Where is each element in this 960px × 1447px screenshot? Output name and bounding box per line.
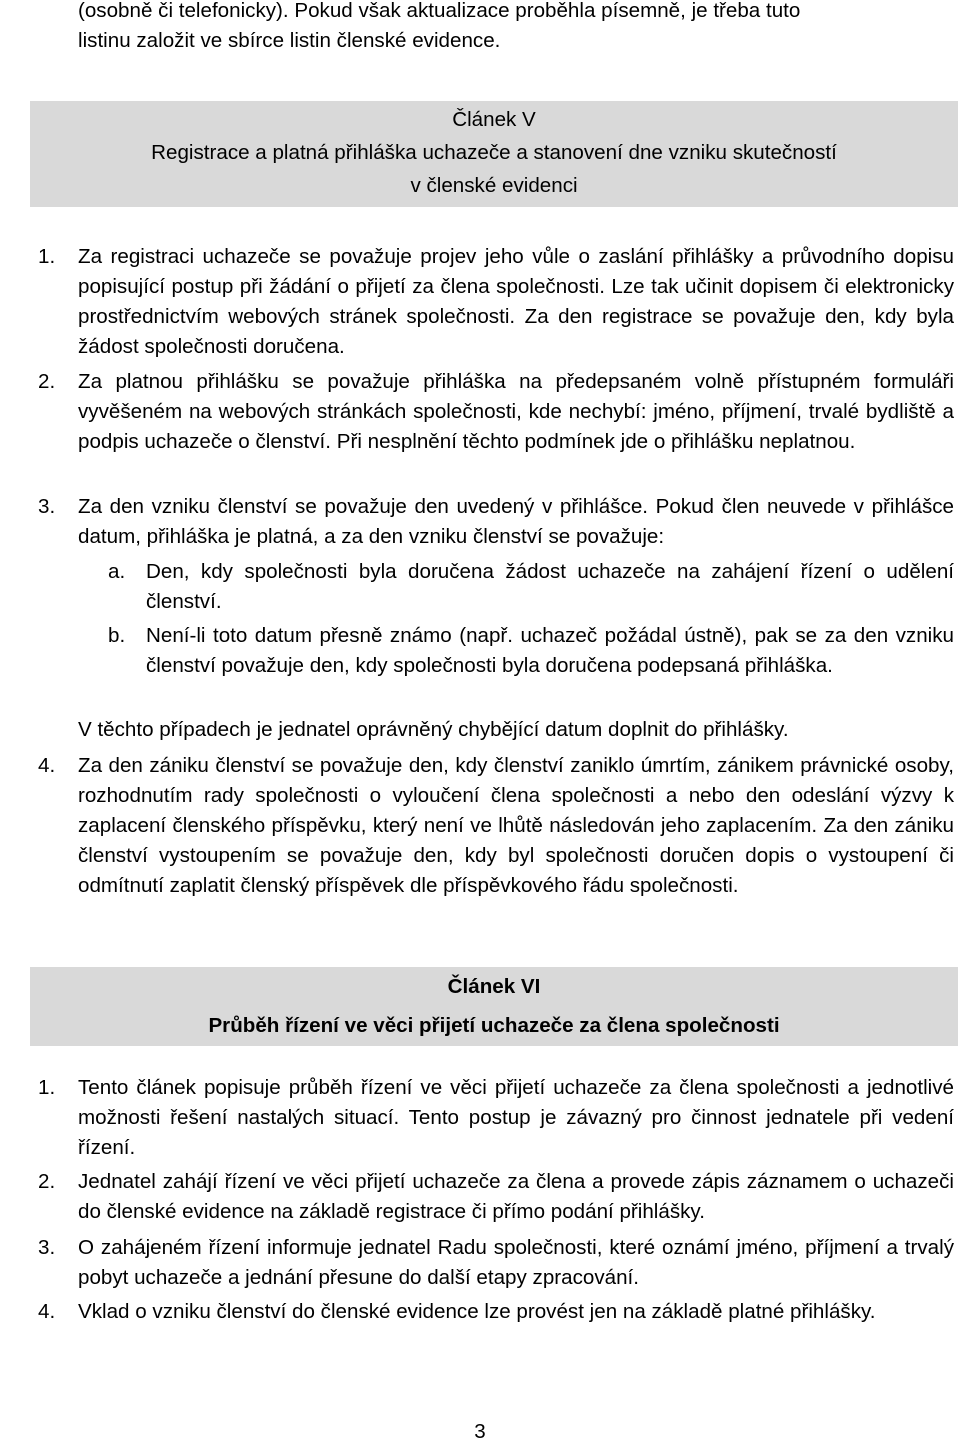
article-5-heading	[30, 101, 958, 207]
article-6-item-2	[78, 1167, 954, 1227]
article-5-subtitle-line-2: v členské evidenci	[410, 174, 578, 197]
article-6-item-2-text: Jednatel zahájí řízení ve věci přijetí uchazeče za člena a provede zápis záznamem o uchazeči do členské evidence na základě registrace či přímo podání přihlášky.	[78, 1170, 954, 1223]
article-6-subtitle: Průběh řízení ve věci přijetí uchazeče za člena společnosti	[208, 1014, 780, 1037]
sub-item-b-text: Není-li toto datum přesně známo (např. uchazeč požádal ústně), pak se za den vzniku členství považuje den, kdy společnosti byla doručena podepsaná přihláška.	[146, 624, 954, 677]
article-5-item-3	[78, 492, 954, 552]
article-5-sub-item-a	[108, 557, 954, 617]
article-5-title: Článek V	[452, 108, 536, 131]
article-5-closing-note: V těchto případech je jednatel oprávněný chybějící datum doplnit do přihlášky.	[78, 718, 789, 741]
article-5-subtitle-line-1: Registrace a platná přihláška uchazeče a stanovení dne vzniku skutečností	[151, 141, 837, 164]
article-5-item-2-number: 2.	[38, 370, 56, 393]
article-6-item-3-text: O zahájeném řízení informuje jednatel Radu společnosti, které oznámí jméno, příjmení a trvalý pobyt uchazeče a jednání přesune do další etapy zpracování.	[78, 1236, 954, 1289]
article-5-item-1	[78, 242, 954, 362]
sub-item-b-letter: b.	[108, 624, 126, 647]
article-5-item-2-text: Za platnou přihlášku se považuje přihláška na předepsaném volně přístupném formuláři vyvěšeném na webových stránkách společnosti, kde nechybí: jméno, příjmení, trvalé bydliště a podpis uchazeče o členství. Při nesplnění těchto podmínek jde o přihlášku neplatnou.	[78, 370, 954, 453]
article-5-item-3-text: Za den vzniku členství se považuje den uvedený v přihlášce. Pokud člen neuvede v přihlášce datum, přihláška je platná, a za den vzniku členství se považuje:	[78, 495, 954, 548]
article-6-item-4-text: Vklad o vzniku členství do členské evidence lze provést jen na základě platné přihlášky.	[78, 1300, 876, 1323]
article-5-item-3-number: 3.	[38, 495, 56, 518]
article-6-item-3-number: 3.	[38, 1236, 56, 1259]
article-5-item-4-text: Za den zániku členství se považuje den, kdy členství zaniklo úmrtím, zánikem právnické osoby, rozhodnutím rady společnosti o vyloučení člena společnosti a nebo den odeslání výzvy k zaplacení členského příspěvku, který není ve lhůtě následován jeho zaplacením. Za den zániku členství vystoupením se považuje den, kdy byl společnosti doručen dopis o vystoupení či odmítnutí zaplatit členský příspěvek dle příspěvkového řádu společnosti.	[78, 754, 954, 897]
article-5-item-4-number: 4.	[38, 754, 56, 777]
article-6-item-1	[78, 1073, 954, 1163]
article-6-heading	[30, 967, 958, 1046]
article-5-item-1-number: 1.	[38, 245, 56, 268]
sub-item-a-text: Den, kdy společnosti byla doručena žádost uchazeče na zahájení řízení o udělení členství.	[146, 560, 954, 613]
intro-line-1: (osobně či telefonicky). Pokud však aktualizace proběhla písemně, je třeba tuto	[78, 0, 801, 22]
intro-line-2: listinu založit ve sbírce listin členské evidence.	[78, 29, 501, 52]
article-6-item-1-number: 1.	[38, 1076, 56, 1099]
article-5-item-2	[78, 367, 954, 457]
article-5-sub-item-b	[108, 621, 954, 681]
article-6-title: Článek VI	[447, 975, 541, 998]
page-number: 3	[474, 1420, 486, 1443]
article-6-item-4-number: 4.	[38, 1300, 56, 1323]
article-6-item-4	[78, 1297, 954, 1327]
article-6-item-3	[78, 1233, 954, 1293]
sub-item-a-letter: a.	[108, 560, 126, 583]
article-6-item-2-number: 2.	[38, 1170, 56, 1193]
article-5-item-4	[78, 751, 954, 901]
article-5-item-1-text: Za registraci uchazeče se považuje projev jeho vůle o zaslání přihlášky a průvodního dopisu popisující postup při žádání o přijetí za člena společnosti. Lze tak učinit dopisem či elektronicky prostřednictvím webových stránek společnosti. Za den registrace se považuje den, kdy byla žádost společnosti doručena.	[78, 245, 954, 358]
article-6-item-1-text: Tento článek popisuje průběh řízení ve věci přijetí uchazeče za člena společnosti a jednotlivé možnosti řešení nastalých situací. Tento postup je závazný pro činnost jednatele při vedení řízení.	[78, 1076, 954, 1159]
